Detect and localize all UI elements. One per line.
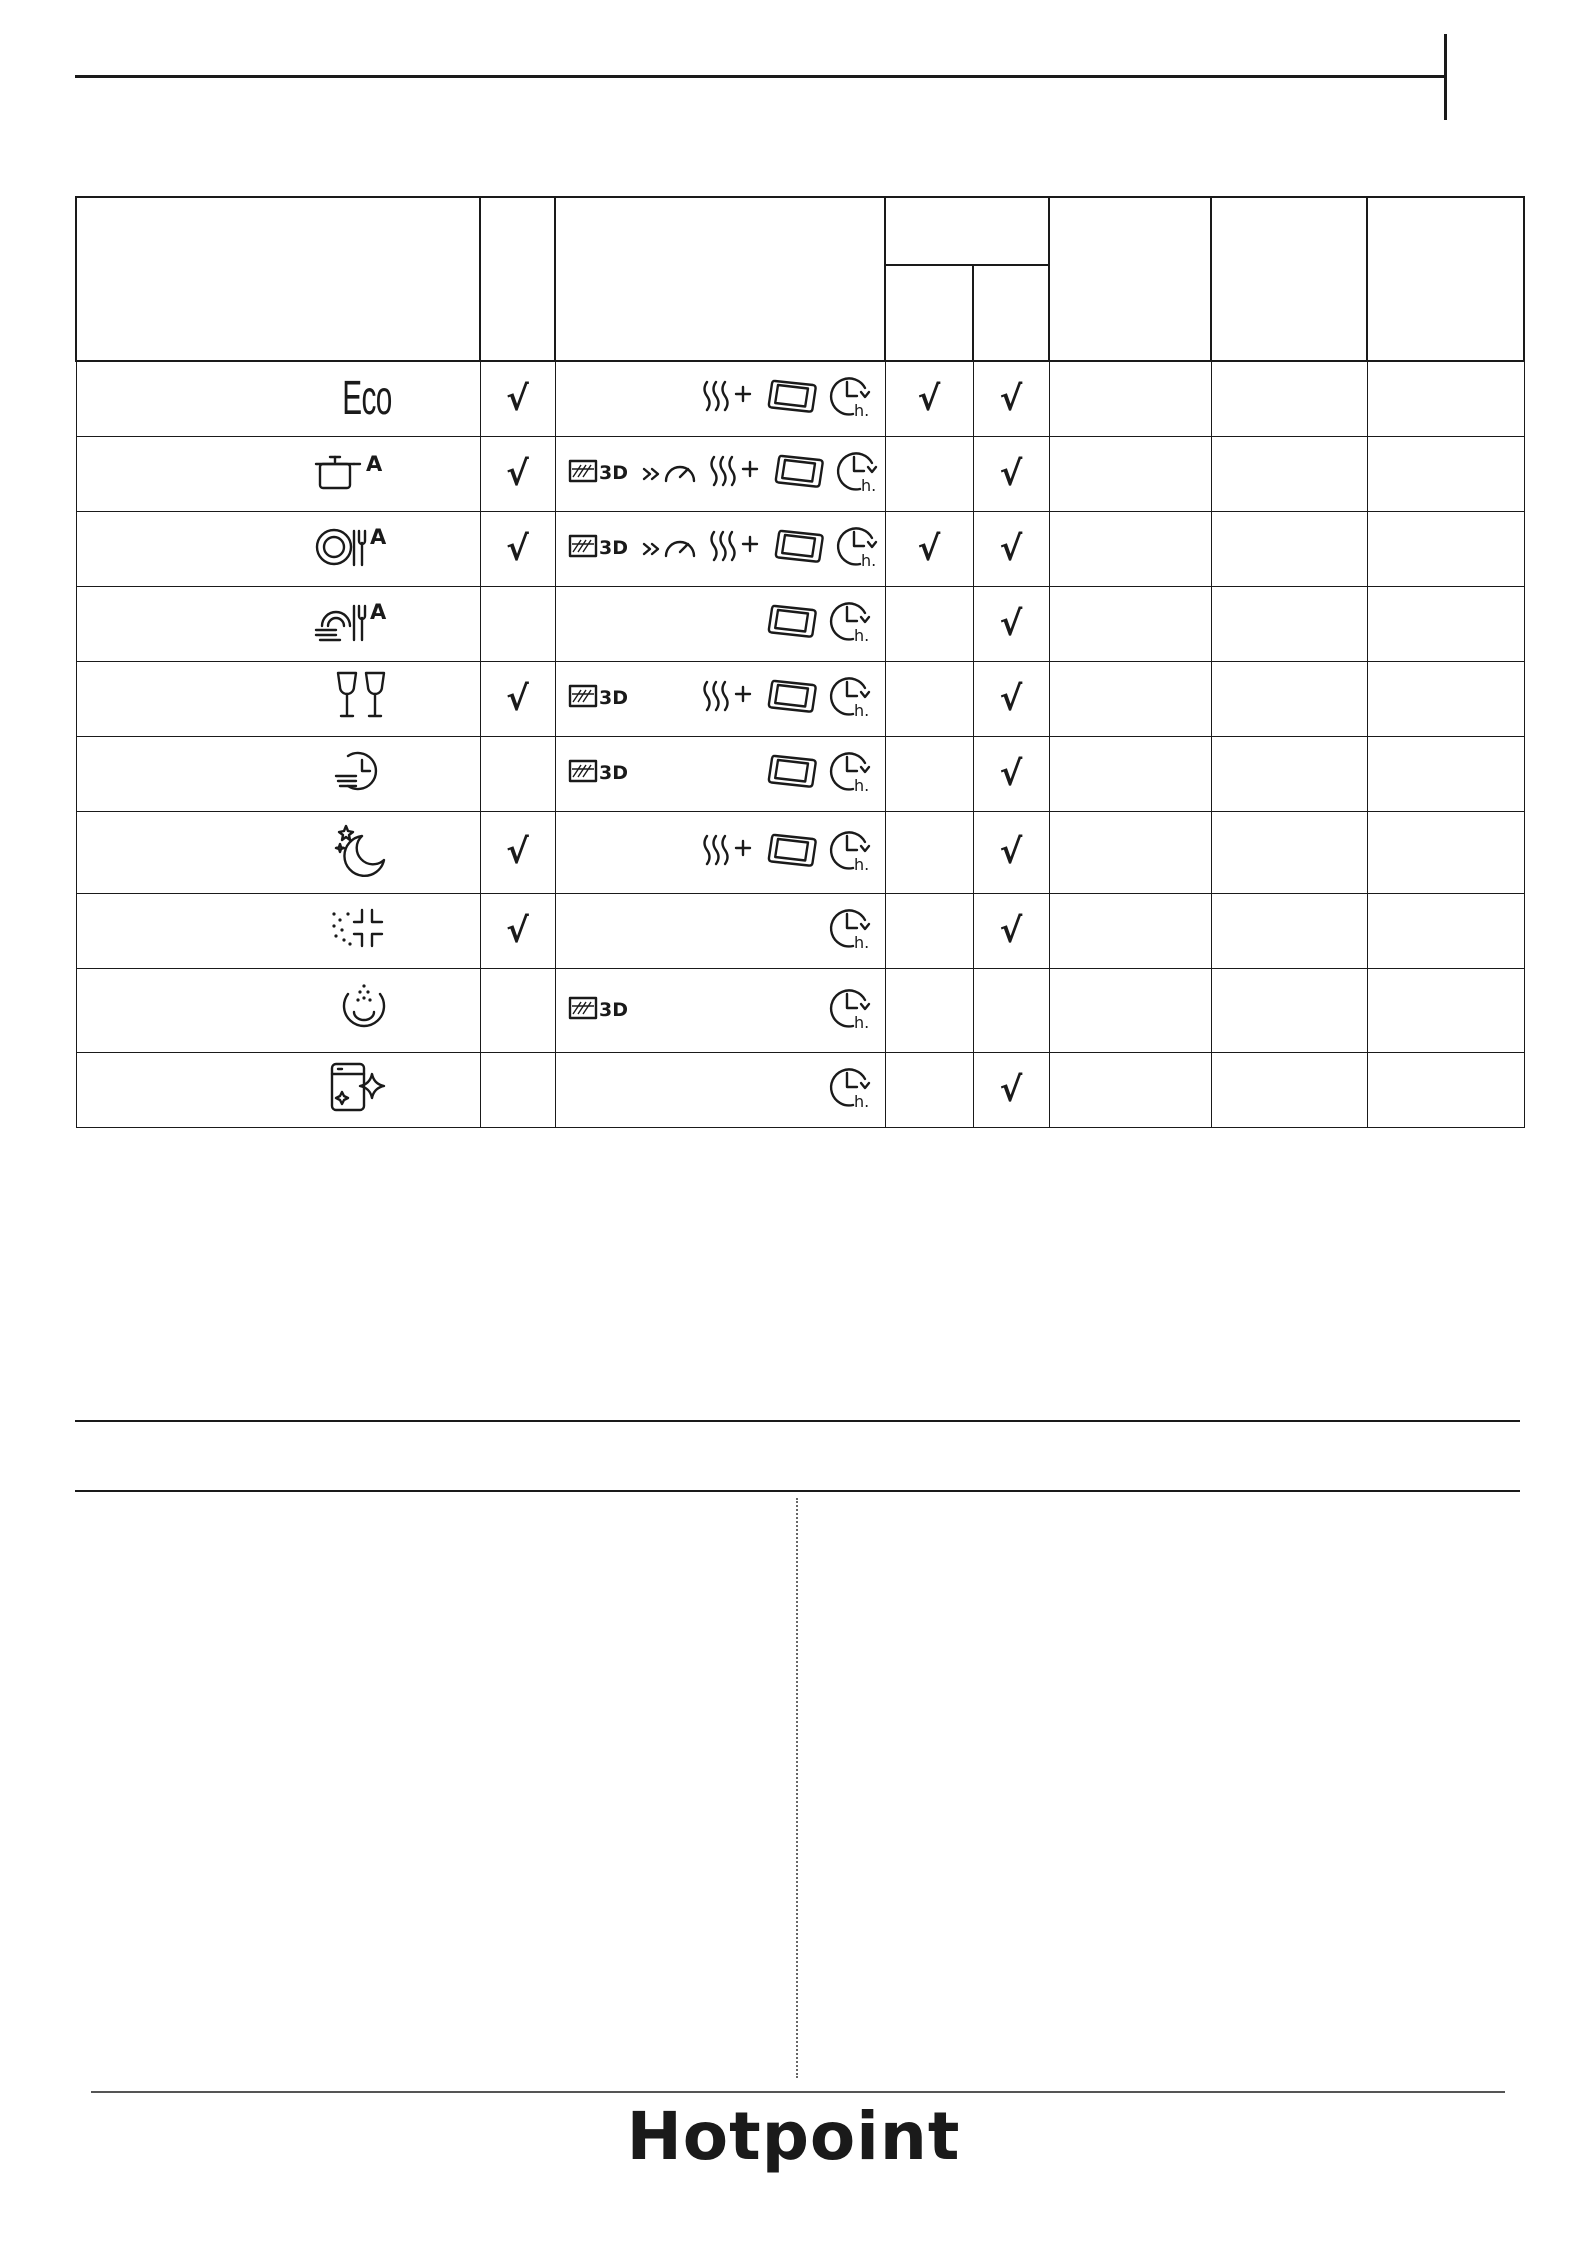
check-mark-icon: √ xyxy=(506,528,529,569)
tablet-option xyxy=(774,453,824,494)
eco-program-label: Eco xyxy=(342,372,392,426)
delay-timer-icon xyxy=(827,1063,875,1111)
table-row xyxy=(76,586,1524,661)
col5-cell xyxy=(1211,586,1367,661)
header-cell-col6 xyxy=(1367,197,1524,361)
delay-timer-option xyxy=(827,372,875,425)
col4-cell xyxy=(1049,893,1211,968)
zone-3d-icon xyxy=(568,992,632,1024)
check-mark-icon: √ xyxy=(999,753,1023,794)
check-mark-icon: √ xyxy=(917,528,941,569)
zone-3d-label: 3D xyxy=(598,762,628,785)
zone-3d-option xyxy=(568,530,632,567)
options-cell xyxy=(555,1052,885,1127)
tablet-option xyxy=(767,753,817,794)
table-row xyxy=(76,736,1524,811)
check-mark-icon: √ xyxy=(999,603,1023,644)
col3-cell xyxy=(973,811,1049,893)
header-tick xyxy=(1444,34,1447,120)
heat-plus-icon xyxy=(708,528,764,564)
fast-program-icon xyxy=(332,746,392,801)
header-cell-options xyxy=(555,197,885,361)
col1-cell xyxy=(480,436,555,511)
delay-timer-option xyxy=(827,1063,875,1116)
col3-cell xyxy=(973,586,1049,661)
col5-cell xyxy=(1211,361,1367,436)
delay-timer-label: h. xyxy=(853,854,869,874)
grade-letter: A xyxy=(369,600,386,625)
col1-cell xyxy=(480,968,555,1052)
check-mark-icon: √ xyxy=(999,910,1023,951)
table-header-row xyxy=(76,197,1524,265)
col3-cell xyxy=(973,968,1049,1052)
col3-cell xyxy=(973,361,1049,436)
col5-cell xyxy=(1211,436,1367,511)
col2-cell xyxy=(885,661,973,736)
check-mark-icon: √ xyxy=(506,832,529,873)
zone-3d-option xyxy=(568,680,632,717)
program-icon-cell xyxy=(76,811,480,893)
section-rule-2 xyxy=(75,1490,1520,1492)
table-row xyxy=(76,511,1524,586)
zone-3d-icon xyxy=(568,455,632,487)
delay-timer-option xyxy=(827,826,875,879)
delay-timer-option xyxy=(827,672,875,725)
col4-cell xyxy=(1049,968,1211,1052)
program-icon-cell xyxy=(76,736,480,811)
delay-timer-label: h. xyxy=(853,776,869,796)
tablet-icon xyxy=(767,678,817,714)
delay-timer-label: h. xyxy=(853,1092,869,1112)
delay-timer-option xyxy=(827,597,875,650)
delay-timer-option xyxy=(827,904,875,957)
col3-cell xyxy=(973,436,1049,511)
check-mark-icon: √ xyxy=(506,378,529,419)
check-mark-icon: √ xyxy=(506,910,529,951)
options-cell xyxy=(555,811,885,893)
col3-cell xyxy=(973,511,1049,586)
glass-program-icon xyxy=(332,669,392,728)
heat-plus-icon xyxy=(701,832,757,868)
heat-plus-option xyxy=(708,453,764,494)
footer-rule xyxy=(91,2091,1505,2093)
zone-3d-label: 3D xyxy=(598,687,628,710)
col5-cell xyxy=(1211,1052,1367,1127)
program-icon-cell xyxy=(76,893,480,968)
check-mark-icon: √ xyxy=(999,528,1023,569)
col1-cell xyxy=(480,661,555,736)
quick-program-icon xyxy=(312,596,392,651)
col6-cell xyxy=(1367,736,1524,811)
zone-3d-option xyxy=(568,992,632,1029)
table-row xyxy=(76,361,1524,436)
heat-plus-icon xyxy=(708,453,764,489)
header-cell-col2 xyxy=(885,265,973,361)
zone-3d-option xyxy=(568,755,632,792)
col6-cell xyxy=(1367,1052,1524,1127)
col4-cell xyxy=(1049,1052,1211,1127)
col6-cell xyxy=(1367,811,1524,893)
check-mark-icon: √ xyxy=(506,453,529,494)
col5-cell xyxy=(1211,661,1367,736)
col6-cell xyxy=(1367,893,1524,968)
zone-3d-icon xyxy=(568,530,632,562)
options-cell xyxy=(555,893,885,968)
zone-3d-option xyxy=(568,455,632,492)
program-icon-cell xyxy=(76,511,480,586)
col4-cell xyxy=(1049,661,1211,736)
heat-plus-option xyxy=(701,678,757,719)
col4-cell xyxy=(1049,736,1211,811)
tablet-option xyxy=(767,603,817,644)
delay-timer-option xyxy=(834,522,882,575)
delay-timer-label: h. xyxy=(853,626,869,646)
check-mark-icon: √ xyxy=(917,378,941,419)
header-cell-group xyxy=(885,197,1049,265)
heat-plus-option xyxy=(701,832,757,873)
col6-cell xyxy=(1367,968,1524,1052)
col5-cell xyxy=(1211,811,1367,893)
delay-timer-icon xyxy=(834,447,882,495)
turbo-option xyxy=(642,530,698,567)
table-row xyxy=(76,1052,1524,1127)
delay-timer-option xyxy=(834,447,882,500)
intensive-program-icon xyxy=(314,448,392,499)
header-cell-col4 xyxy=(1049,197,1211,361)
delay-timer-option xyxy=(827,747,875,800)
daily-program-icon xyxy=(314,521,392,576)
col5-cell xyxy=(1211,893,1367,968)
check-mark-icon: √ xyxy=(999,1069,1023,1110)
turbo-icon xyxy=(642,455,698,487)
sanitize-program-icon xyxy=(328,904,392,957)
check-mark-icon: √ xyxy=(999,832,1023,873)
heat-plus-option xyxy=(708,528,764,569)
col1-cell xyxy=(480,736,555,811)
col2-cell xyxy=(885,1052,973,1127)
turbo-option xyxy=(642,455,698,492)
delay-timer-icon xyxy=(827,672,875,720)
delay-timer-icon xyxy=(827,904,875,952)
night-program-icon xyxy=(332,822,392,883)
program-icon-cell xyxy=(76,361,480,436)
heat-plus-option xyxy=(701,378,757,419)
col3-cell xyxy=(973,1052,1049,1127)
tablet-option xyxy=(774,528,824,569)
options-cell xyxy=(555,736,885,811)
delay-timer-option xyxy=(827,984,875,1037)
tablet-icon xyxy=(767,378,817,414)
tablet-icon xyxy=(774,453,824,489)
table-row xyxy=(76,893,1524,968)
col6-cell xyxy=(1367,511,1524,586)
col1-cell xyxy=(480,1052,555,1127)
heat-plus-icon xyxy=(701,378,757,414)
header-rule xyxy=(75,75,1445,78)
delay-timer-label: h. xyxy=(860,551,876,571)
col5-cell xyxy=(1211,736,1367,811)
delay-timer-icon xyxy=(827,747,875,795)
program-icon-cell xyxy=(76,436,480,511)
options-cell xyxy=(555,968,885,1052)
delay-timer-icon xyxy=(827,597,875,645)
col6-cell xyxy=(1367,586,1524,661)
col5-cell xyxy=(1211,968,1367,1052)
delay-timer-icon xyxy=(827,372,875,420)
header-cell-col5 xyxy=(1211,197,1367,361)
col1-cell xyxy=(480,893,555,968)
col3-cell xyxy=(973,661,1049,736)
section-rule-1 xyxy=(75,1420,1520,1422)
col1-cell xyxy=(480,811,555,893)
col2-cell xyxy=(885,968,973,1052)
col4-cell xyxy=(1049,586,1211,661)
delay-timer-label: h. xyxy=(860,476,876,496)
tablet-option xyxy=(767,678,817,719)
delay-timer-label: h. xyxy=(853,1012,869,1032)
program-icon-cell xyxy=(76,586,480,661)
program-icon-cell xyxy=(76,968,480,1052)
table-row xyxy=(76,436,1524,511)
col4-cell xyxy=(1049,361,1211,436)
tablet-option xyxy=(767,378,817,419)
col2-cell xyxy=(885,736,973,811)
col3-cell xyxy=(973,893,1049,968)
tablet-option xyxy=(767,832,817,873)
col4-cell xyxy=(1049,436,1211,511)
header-cell-program xyxy=(76,197,480,361)
header-cell-col3 xyxy=(973,265,1049,361)
col3-cell xyxy=(973,736,1049,811)
options-cell xyxy=(555,586,885,661)
col2-cell xyxy=(885,586,973,661)
col6-cell xyxy=(1367,436,1524,511)
prewash-program-icon xyxy=(336,980,392,1041)
zone-3d-icon xyxy=(568,755,632,787)
col1-cell xyxy=(480,586,555,661)
table-row xyxy=(76,811,1524,893)
tablet-icon xyxy=(767,603,817,639)
col5-cell xyxy=(1211,511,1367,586)
tablet-icon xyxy=(767,832,817,868)
delay-timer-label: h. xyxy=(853,701,869,721)
check-mark-icon: √ xyxy=(506,678,529,719)
delay-timer-icon xyxy=(827,826,875,874)
turbo-icon xyxy=(642,530,698,562)
col2-cell xyxy=(885,811,973,893)
heat-plus-icon xyxy=(701,678,757,714)
delay-timer-icon xyxy=(834,522,882,570)
col2-cell xyxy=(885,361,973,436)
header-cell-col1 xyxy=(480,197,555,361)
col1-cell xyxy=(480,361,555,436)
brand-logo: Hotpoint xyxy=(626,2098,961,2175)
grade-letter: A xyxy=(369,525,386,550)
table-row xyxy=(76,661,1524,736)
zone-3d-label: 3D xyxy=(598,462,628,485)
options-cell xyxy=(555,511,885,586)
col4-cell xyxy=(1049,511,1211,586)
delay-timer-label: h. xyxy=(853,401,869,421)
check-mark-icon: √ xyxy=(999,378,1023,419)
column-divider xyxy=(796,1498,798,2078)
program-icon-cell xyxy=(76,1052,480,1127)
col6-cell xyxy=(1367,661,1524,736)
zone-3d-label: 3D xyxy=(598,537,628,560)
options-cell xyxy=(555,661,885,736)
zone-3d-label: 3D xyxy=(598,998,628,1021)
col2-cell xyxy=(885,893,973,968)
program-table xyxy=(75,196,1525,1128)
program-icon-cell xyxy=(76,661,480,736)
col1-cell xyxy=(480,511,555,586)
check-mark-icon: √ xyxy=(999,678,1023,719)
delay-timer-icon xyxy=(827,984,875,1032)
options-cell xyxy=(555,436,885,511)
tablet-icon xyxy=(774,528,824,564)
col6-cell xyxy=(1367,361,1524,436)
delay-timer-label: h. xyxy=(853,933,869,953)
options-cell xyxy=(555,361,885,436)
self-clean-program-icon xyxy=(328,1060,392,1119)
zone-3d-icon xyxy=(568,680,632,712)
tablet-icon xyxy=(767,753,817,789)
col2-cell xyxy=(885,511,973,586)
col4-cell xyxy=(1049,811,1211,893)
table-row xyxy=(76,968,1524,1052)
grade-letter: A xyxy=(365,452,382,477)
col2-cell xyxy=(885,436,973,511)
check-mark-icon: √ xyxy=(999,453,1023,494)
